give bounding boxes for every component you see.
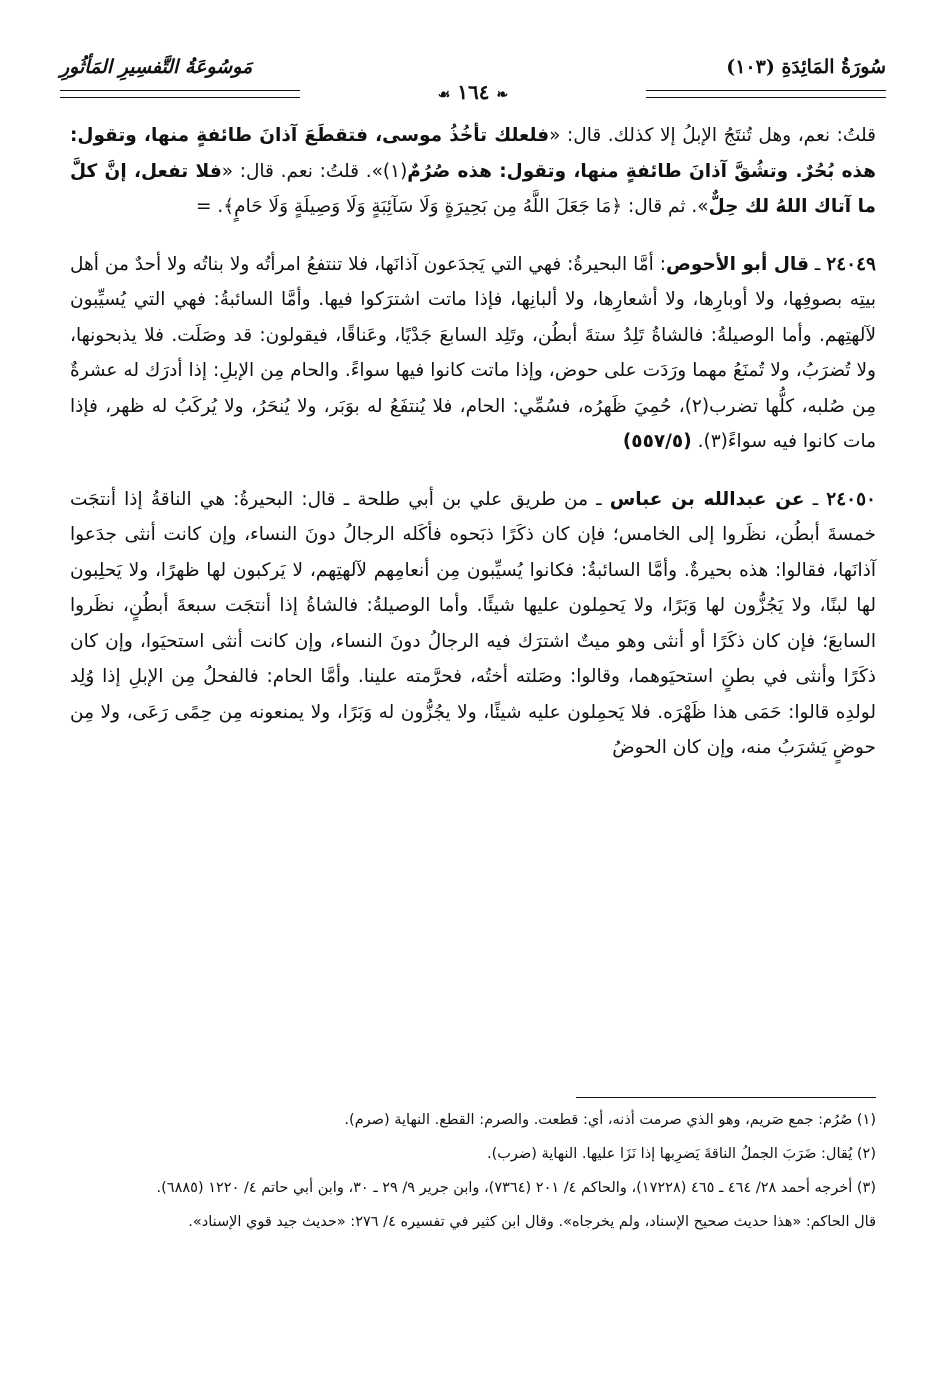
page-number: ١٦٤ <box>457 80 490 104</box>
bold-run: فلا تفعل، إنَّ كلَّ ما آتاك اللهُ لك حِلٌّ <box>70 160 876 217</box>
text-run: ». ثم قال: ﴿مَا جَعَلَ اللَّهُ مِن بَحِيرَةٍ وَلَا سَآئِبَةٍ وَلَا وَصِيلَةٍ وَلَا حَامٍ﴾. = <box>196 196 709 217</box>
athar-number: ٢٤٠٥٠ <box>826 488 876 510</box>
footnote: قال الحاكم: «هذا حديث صحيح الإسناد، ولم يخرجاه». وقال ابن كثير في تفسيره ٤/ ٢٧٦: «حديث جيد قوي الإسناد». <box>188 1214 876 1230</box>
footnote-separator <box>576 1097 876 1098</box>
paragraph-1 <box>70 118 876 225</box>
dash: ـ <box>814 253 821 275</box>
footnote: (١) صُرُم: جمع صَريم، وهو الذي صرمت أذنه، أي: قطعت. والصرم: القطع. النهاية (صرم). <box>344 1112 876 1128</box>
athar-text: : أمَّا البحيرةُ: فهي التي يَجدَعون آذانَها، فلا تنتفعُ امرأتُه ولا بناتُه ولا أحدٌ من أهل بيتِه بصوفِها، ولا أوبارِها، ولا أشعارِها، ولا ألبانِها، فإذا ماتت اشترَكوا فيها. وأمَّا السائبةُ: فهي التي يُسيِّبون لآلهتِهم. وأما الوصيلةُ: فالشاةُ تَلِدُ ستةَ أبطُن، وتَلِد السابعَ جَدْيًا، وعَناقًا، فيقولون: قد وصَلَت. فلا يذبحونها، ولا تُضرَبُ، ولا تُمنَعُ مهما ورَدَت على حوض، وإذا ماتت كانوا فيها سواءً. والحام مِن الإبلِ: إذا أدرَك له عشرةٌ مِن صُلبه، كلُّها تضرب(٢)، حُمِيَ ظَهرُه، فسُمِّي: الحام، فلا يُنتفَعُ له بوَبَر، ولا يُنحَرُ، ولا يُركَبُ له ظهر، فإذا مات كانوا فيه سواءً(٣). <box>70 253 877 452</box>
text-run: قلتُ: نعم، وهل تُنتَجُ الإبلُ إلا كذلك. قال: « <box>549 125 876 146</box>
page-header <box>60 52 886 108</box>
ornament-icon: ❧ <box>496 87 509 103</box>
bold-run: فلعلك تأخُذُ موسى، فتقطَعَ آذانَ طائفةٍ منها، وتقول: هذه بُحُرٌ. وتشُقَّ آذانَ طائفةٍ منها، وتقول: هذه صُرُمٌ <box>70 125 877 182</box>
footnote: (٢) يُقال: ضَرَبَ الجملُ الناقةَ يَضرِبها إذا نَزَا عليها. النهاية (ضرب). <box>487 1146 876 1162</box>
narrator: قال أبو الأحوص <box>666 253 809 275</box>
main-text <box>70 118 876 788</box>
dash: ـ <box>812 488 819 510</box>
athar-text: ـ من طريق علي بن أبي طلحة ـ قال: البحيرةُ: هي الناقةُ إذا أنتجَت خمسةَ أبطُن، نظَروا إلى الخامس؛ فإن كان ذكَرًا ذبَحوه فأكَله الرجالُ دونَ النساء، وإن كانت أنثى جدَعوا آذانَها، فقالوا: هذه بحيرةٌ. وأمَّا السائبةُ: فكانوا يُسيِّبون مِن أنعامِهم لآلهتِهم، لا يَركبون لها ظهرًا، ولا يَحلِبون لها لبنًا، ولا يَجُزُّون لها وَبَرًا، ولا يَحمِلون عليها شيئًا. وأما الوصيلةُ: فالشاةُ إذا أنتجَت سبعةَ أبطُنٍ، نظَروا السابعَ؛ فإن كان ذكَرًا أو أنثى وهو ميتٌ اشترَك فيه الرجالُ دونَ النساء، وإن كانت أنثى استحيَوا، وإن كان ذكَرًا وأنثى في بطنٍ استحيَوهما، وقالوا: وصَلته أختُه، فحرَّمته علينا. وأمَّا الحام: فالفحلُ مِن الإبلِ إذا وُلِد لولدِه قالوا: حَمَى هذا ظَهْرَه. فلا يَحمِلون عليه شيئًا، ولا يجُزُّون له وَبَرًا، ولا يمنعونه مِن حِمًى رَعَى، ولا مِن حوضٍ يَشرَبُ منه، وإن كان الحوضُ <box>70 488 876 758</box>
narrator: عن عبدالله بن عباس <box>609 488 805 510</box>
page-number-wrap <box>60 80 886 104</box>
book-title: مَوسُوعَةُ التَّفسِيرِ المَأثُورِ <box>60 56 253 78</box>
surah-title: سُورَةُ المَائِدَةِ (١٠٣) <box>726 56 886 78</box>
paragraph-24049 <box>70 247 876 460</box>
source-reference: (٥٥٧/٥) <box>622 431 692 452</box>
text-run: (١)». قلتُ: نعم. قال: « <box>221 160 408 182</box>
footnote: (٣) أخرجه أحمد ٢٨/ ٤٦٤ ـ ٤٦٥ (١٧٢٢٨)، والحاكم ٤/ ٢٠١ (٧٣٦٤)، وابن جرير ٩/ ٢٩ ـ ٣٠، وابن أبي حاتم ٤/ ١٢٢٠ (٦٨٨٥). <box>156 1180 876 1196</box>
ornament-icon: ☙ <box>437 87 451 103</box>
athar-number: ٢٤٠٤٩ <box>826 253 876 275</box>
footnotes <box>70 1106 876 1242</box>
paragraph-24050 <box>70 482 876 766</box>
